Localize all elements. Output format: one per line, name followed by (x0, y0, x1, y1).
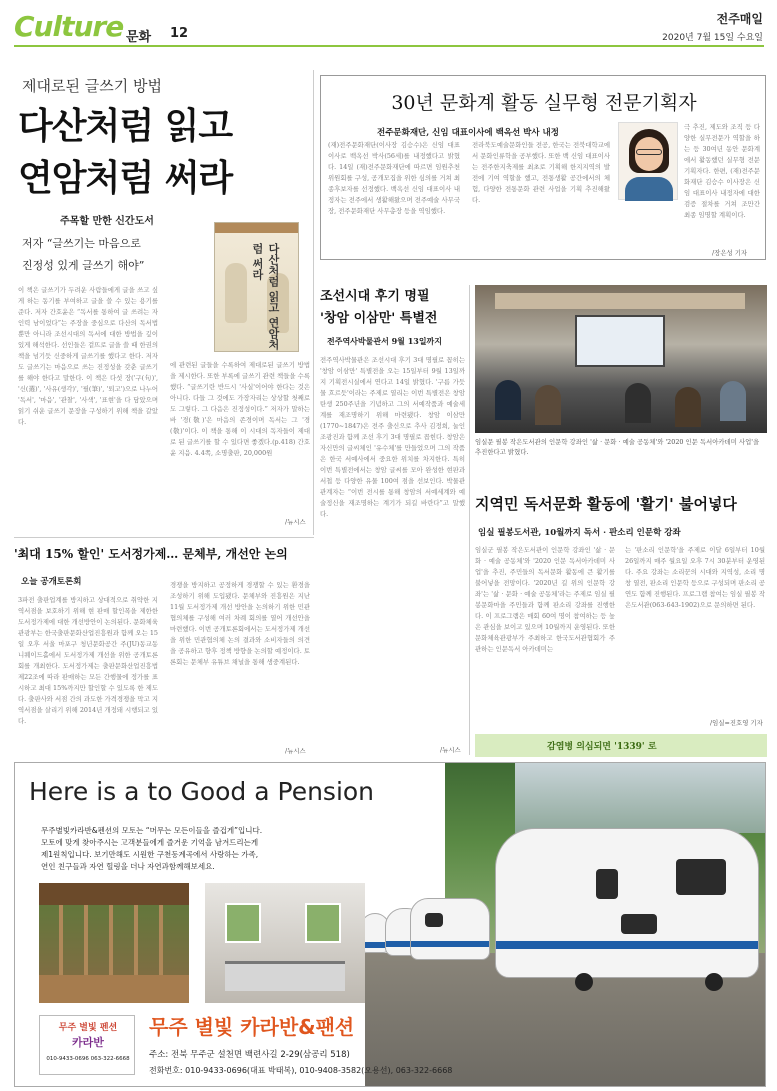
pavilion-slat (159, 905, 163, 975)
book-cover-figure-left (225, 263, 247, 323)
interior-window (305, 903, 341, 943)
photo-projector-screen (575, 315, 665, 367)
ad-body-line: 제1원칙입니다. 보기만해도 시원한 구천동계곡에서 사랑하는 가족, (41, 850, 259, 859)
campaign-banner (475, 734, 767, 757)
planner-title: 30년 문화계 활동 실무형 전문기획자 (391, 92, 697, 114)
caravan-window (676, 859, 726, 895)
book-title-line2: 연암처럼 써라 (18, 157, 233, 199)
region-subtitle: 임실 필봉도서관, 10월까지 독서 · 판소리 인문학 강좌 (478, 528, 681, 538)
caravan-stripe (411, 941, 489, 947)
logo-text-top (40, 1020, 136, 1033)
portrait-glasses (636, 149, 662, 155)
region-body-col2: 는 '판소리 인문학'을 주제로 이달 6일부터 10월 26일까지 매주 월요일 오후 7시 30분부터 운영된다. 주요 강좌는 소리꾼의 시대와 지역성, 소리 명창 열전, 판소리 인문학 등으로 구성되며 판소리 공연도 함께 진행된다. 프로그램 참여는 임실 필봉 작은도서관(063-643-1902)으로 문의하면 된다. (625, 546, 765, 609)
planner-body-col1: (재)전주문화재단(이사장 김승수)은 신임 대표이사로 백옥선 박사(56세)를 내정했다고 밝혔다. 14일 (재)전주문화재단에 따르면 임원추천위원회를 구성, 공개모집을 위한 심의를 거쳐 최종후보자를 선정했다. 백옥선 신임 대표이사 내정자는 전주에서 생활해왔으며 전주예술 사무국장, 전주문화재단 사무총장 등을 역임했다. (328, 141, 460, 215)
pavilion-photo (39, 883, 189, 1003)
interior-bed (225, 961, 345, 991)
logo-sub: 펜션 (99, 1023, 118, 1033)
pavilion-slat (109, 905, 113, 975)
issue-date: 2020년 7월 15일 수요일 (662, 33, 763, 43)
book-body-left: 이 책은 글쓰기가 두려운 사람들에게 글을 쓰고 싶게 하는 동기를 부여하고 글을 쓸 수 있는 용기를 준다. 저자 간호윤은 “독서를 통하여 글 쓰려는 자 인력 남이었다”는 주장을 중심으로 다산의 독서법뿐만 아니라 조선시대의 독서에 대한 방법을 깊이 있게 해석한다. 선인들은 겉뜨로 글을 쓸 때 한권의 책을 넘기듯 신중하게 글쓰기를 했다고 한다. 저자도 글쓰기는 마음으로 쓰는 진정성을 갖춘 글쓰기를 해야 한다고 말한다. 이 책은 다섯 장('구(句)', '신(選)', '사유(생각)', '필(筆)', '퇴고')으로 나누어 '독서', '마음', '관찰', '사색', '표현'을 다 담았으며 읽기 쉬운 글쓰기 문장을 구성하기 위해 책을 갈았다. (18, 286, 158, 426)
campaign-text: 감염병 의심되면 '1339' 로 (547, 742, 657, 752)
caravan-interior-photo (205, 883, 365, 1003)
logo-brand: 무주 별빛 (58, 1023, 97, 1033)
book-cover-image (214, 222, 299, 352)
discount-body-col1: 3파전 출판업계를 방지하고 상대적으로 취약한 지역서점을 보호하기 위해 현 판매 할인폭을 제한한 도서정가제에 대한 개선방안이 논의된다. 문화체육관광부는 한국출판문화산업진흥원과 함께 오는 15일 오후 서울 마포구 청년문화공간 주(JU)동교동 니퀘이드홀에서 도서정가제 개선을 위한 공개토론회를 개최한다. 도서정가제는 출판문화산업진흥법 제22조에 따라 판매하는 모든 간행물에 정가를 표시하고 최대 15%까지만 할인할 수 있도록 한 제도다. 출판사와 서점 간의 과도한 가격경쟁을 막고 지역서점을 살리기 위해 2014년 개정돼 시행되고 있다. (18, 596, 158, 725)
photo-person (495, 380, 521, 420)
region-credit: /임실=진호영 기자 (710, 719, 763, 727)
photo-person (625, 383, 651, 423)
pavilion-slat (59, 905, 63, 975)
book-title-line1: 다산처럼 읽고 (18, 105, 233, 147)
column-divider-right (469, 285, 470, 755)
ad-headline: Here is a to Good a Pension (29, 777, 375, 806)
column-divider (313, 70, 314, 535)
photo-person (535, 385, 561, 425)
pavilion-floor (39, 975, 189, 1003)
book-subhead-3: 진정성 있게 글쓰기 해야” (22, 259, 145, 272)
portrait-photo (618, 122, 678, 200)
cheongan-title-line1: 조선시대 후기 명필 (320, 289, 430, 304)
section-title-en: Culture (14, 10, 124, 43)
caravan-window (621, 914, 657, 934)
discount-title: '최대 15% 할인' 도서정가제… 문체부, 개선안 논의 (14, 547, 288, 561)
pavilion-slat (134, 905, 138, 975)
logo-phone: 010-9433-0696 063-322-6668 (46, 1056, 130, 1062)
caravan-stripe (496, 941, 758, 949)
book-cover-title: 다산처럼 읽고 연암처럼 써라 (251, 243, 280, 350)
section-title-kr: 문화 (126, 30, 152, 45)
book-body-right: 에 관련된 글들을 수록하여 제대로된 글쓰기 방법을 제시한다. 또한 부록에 글쓰기 관련 책들을 수록했다. “글쓰기란 반드시 '사실'이어야 한다는 것은 아니다. 다들 그 것에도 가장자리는 상상할 첫째로도 그렇다. 그 다음은 진정성이다.” 저자가 말하는 바 '경(敬)'은 마음의 존경이며 독서는 그 '경(敬)'이다. 이 책을 통해 이 시대의 독자들이 제대로 된 글쓰기를 할 수 있다면 좋겠다.(p.418) 간호윤 지음. 4.4쪽, 소명출판, 20,000원 (170, 361, 310, 457)
caravan-wheel (575, 973, 593, 991)
page-number: 12 (170, 26, 189, 41)
planner-credit: /장은성 기자 (712, 249, 748, 257)
newspaper-name: 전주매일 (716, 12, 763, 26)
lecture-photo-caption: 임실문 필봉 작은도서관의 인문학 강좌인 '삶 · 문화 · 예술 공동체'와 '2020 인문 독서아카데미 사업'을 추진한다고 밝혔다. (475, 438, 760, 456)
lecture-photo (475, 285, 767, 433)
planner-body-col3: 극 추진, 제도와 조직 등 다양한 실무전문가 역할을 하는 등 30여년 동안 문화계에서 활동했던 실무형 전문기획자다. 한편, (재)전주문화재단 김승수 이사장은 신임 대표이사 내정자에 대한 검증 절차를 거쳐 조만간 최종 임명할 계획이다. (684, 123, 760, 219)
photo-banner (495, 293, 745, 309)
planner-subtitle: 전주문화재단, 신임 대표이사에 백옥선 박사 내정 (377, 128, 559, 138)
photo-person (675, 387, 701, 427)
discount-body-col2: 경쟁을 방지하고 공정하게 경쟁할 수 있는 환경을 조성하기 위해 도입됐다. 문체부와 진흥원은 지난 11월 도서정가제 개선 방안을 논의하기 위한 민관협의체를 구성해 여러 차례 회의를 열어 개선안을 마련했다. 이번 공개토론회에서는 도서정가제 개선을 위한 민관협의체 논의 결과와 소비자들의 의견을 공유하고 향후 정책 방향을 논의할 예정이다. 토론회는 문체부 유튜브 채널을 통해 생중계된다. (170, 581, 310, 666)
cheongan-body: 전주역사박물관은 조선시대 후기 3대 명필로 꼽히는 '창암 이삼만' 특별전을 오는 15일부터 9월 13일까지 기획전시실에서 연다고 14일 밝혔다. '구름 가듯 물 흐르듯'이라는 주제로 열리는 이번 특별전은 창암 탄생 250주년을 기념하고 그의 서예작품과 예술세계를 재조명하기 위해 마련됐다. 창암 이삼만(1770~1847)은 전주 출신으로 추사 김정희, 눌인 조광진과 함께 조선 후기 3대 명필로 꼽힌다. 창암은 자신만의 글씨체인 '유수체'를 만들었으며 그의 작품은 한국 서예사에서 중요한 위치를 차지한다. 특히 이번 특별전에서는 창암 글씨를 모아 완성한 현판과 서첩 등 다양한 유물 100여 점을 선보인다. 박물관 관계자는 “이번 전시를 통해 창암의 서예세계와 예술정신을 재조명하는 계기가 되길 바란다”고 말했다. (320, 356, 465, 518)
ad-body-line: 무주별빛카라반&펜션의 모토는 “머무는 모든이들을 즐겁게”입니다. (41, 826, 263, 835)
photo-person (720, 381, 746, 421)
caravan-wheel (705, 973, 723, 991)
book-kicker: 제대로된 글쓰기 방법 (22, 77, 162, 95)
discount-credit: /뉴시스 (285, 747, 306, 755)
book-credit: /뉴시스 (285, 518, 306, 526)
ad-body-line: 모토에 맞게 찾아주시는 고객분들에게 즐거운 기억을 남겨드리는게 (41, 838, 259, 847)
cheongan-credit: /뉴시스 (440, 746, 461, 754)
portrait-body (625, 177, 673, 201)
pavilion-slat (84, 905, 88, 975)
region-body-col1: 임실군 필봉 작은도서관이 인문학 강좌인 '삶 · 문화 · 예술 공동체'와 '2020 인문 독서아카데미 사업'을 추진, 주민들의 독서문화 활동에 큰 활기를 불어넣을 전망이다. '2020년 길 위의 인문학 강좌'는 '삶 · 문화 · 예술 공동체'라는 주제로 임실 필봉문화마을 주민들과 함께 판소리 강좌를 진행한다. 이 프로그램은 매회 60여 명이 참여하는 등 높은 관심을 보이고 있으며 10월까지 운영된다. 또한 문화체육관광부가 주최하고 한국도서관협회가 주관하는 인문독서 아카데미는 (475, 546, 615, 653)
logo-text-mid: 카라반 (72, 1036, 104, 1049)
page-header (0, 0, 777, 50)
book-subhead-1: 주목할 만한 신간도서 (60, 216, 154, 227)
cheongan-subtitle: 전주역사박물관서 9월 13일까지 (327, 336, 443, 346)
planner-body-col2: 전라북도예술문화인들 전공, 한국는 전북대학교에서 문화인류학을 공부했다. 또한 백 신임 대표이사는 전주한지축제를 최초로 기획해 한지지역의 발전에 기여 역할을 했고, 전통생활 공간에서의 체험, 다양한 전통문화 관련 사업을 기획 추진해왔다. (472, 141, 610, 204)
ad-phone: 전화번호: 010-9433-0696(대표 박태복), 010-9408-3582(오용선), 063-322-6668 (149, 1066, 453, 1075)
section-divider-left (14, 537, 314, 538)
interior-window (225, 903, 261, 943)
region-title: 지역민 독서문화 활동에 '활기' 불어넣다 (475, 495, 737, 513)
pension-advertisement (14, 762, 766, 1087)
book-subhead-2: 저자 “글쓰기는 마음으로 (22, 237, 141, 250)
header-rule (14, 45, 764, 47)
pension-logo (39, 1015, 135, 1075)
ad-sky (515, 763, 766, 833)
cheongan-title-line2: '창암 이삼만' 특별전 (320, 311, 438, 326)
caravan-main-image (495, 828, 759, 978)
caravan-window (596, 869, 618, 899)
ad-address: 주소: 전북 무주군 설천면 백련사길 2-29(삼공리 518) (149, 1050, 350, 1060)
ad-body-text (41, 825, 262, 873)
caravan-image (410, 898, 490, 960)
ad-body-line: 연인 친구들과 자연 힐링을 더나 자연과함께해보세요. (41, 862, 215, 871)
ad-business-name: 무주 별빛 카라반&팬션 (149, 1015, 355, 1039)
discount-subtitle: 오늘 공개토론회 (21, 577, 82, 587)
book-cover-band (215, 223, 298, 233)
caravan-window (425, 913, 443, 927)
pavilion-roof (39, 883, 189, 905)
